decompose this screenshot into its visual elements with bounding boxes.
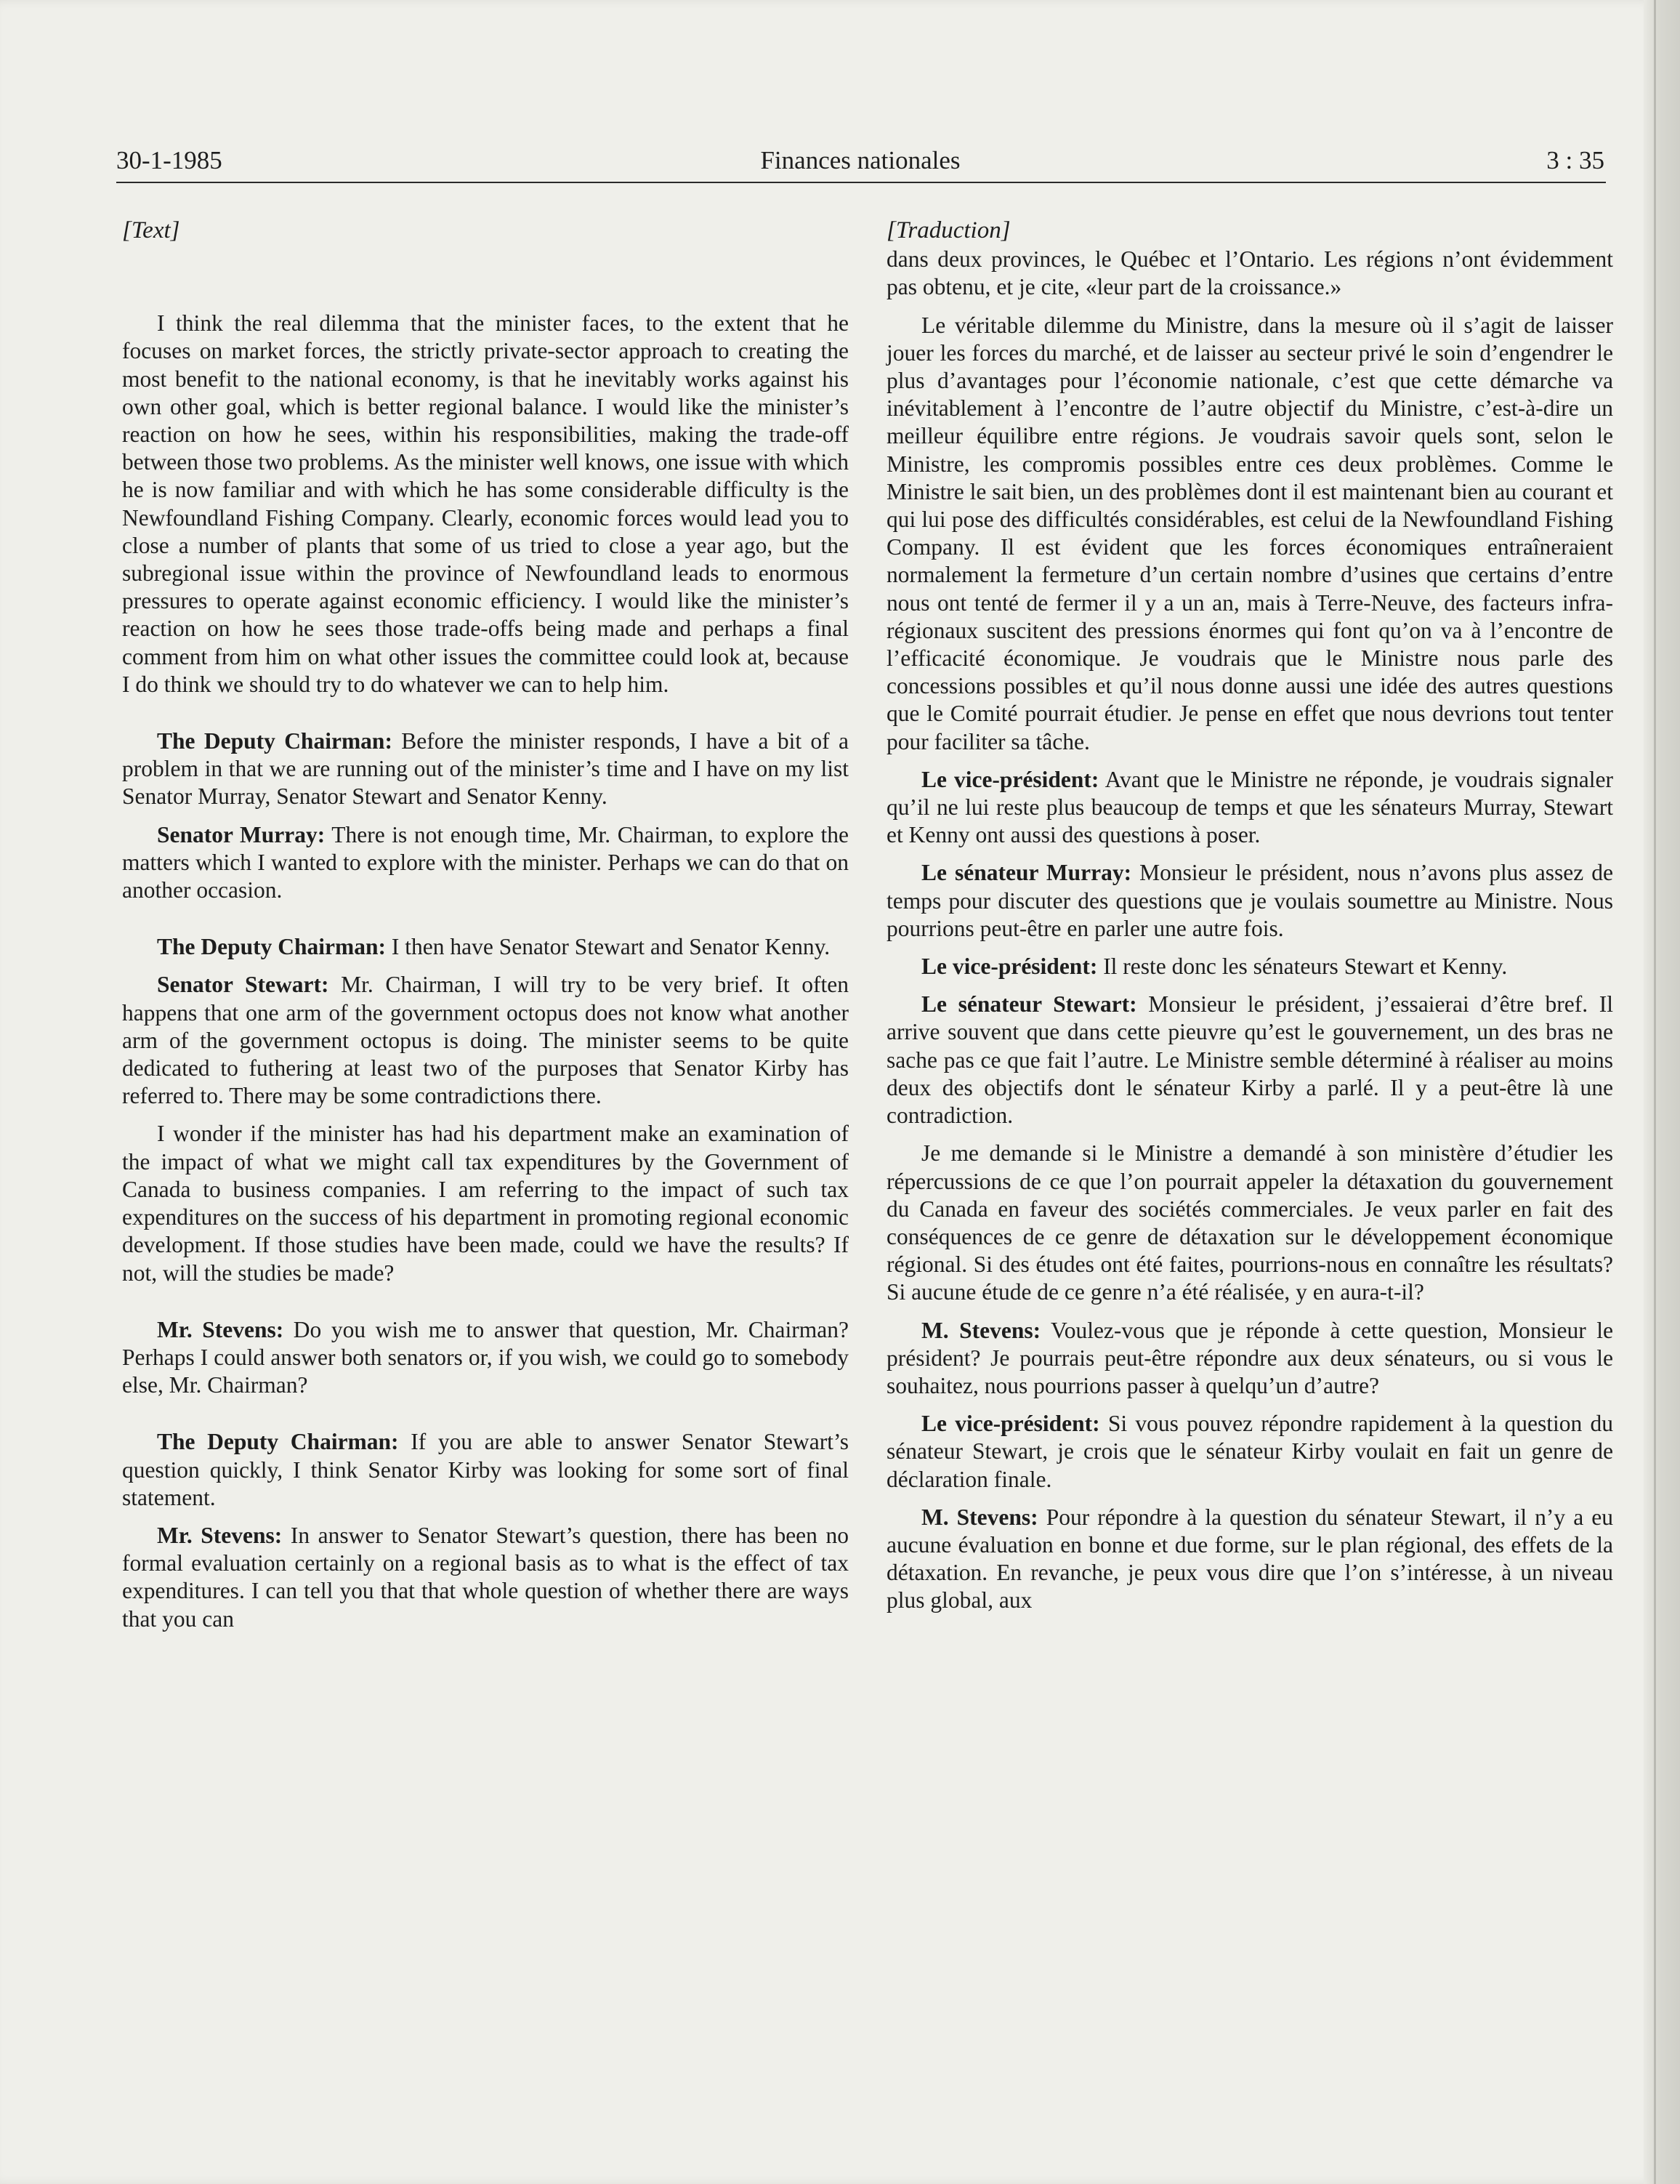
language-tag: [Text] bbox=[122, 217, 180, 243]
binding-edge bbox=[1654, 0, 1656, 2184]
speaker-name: Senator Stewart: bbox=[157, 972, 329, 998]
paragraph: Le vice-président: Si vous pouvez répondre rapidement à la question du sénateur Stewart, je crois que le sénateur Kirby voulait en fait un genre de déclaration finale. bbox=[887, 1411, 1613, 1492]
header-date: 30-1-1985 bbox=[116, 146, 222, 174]
paragraph: Mr. Stevens: In answer to Senator Stewart’s question, there has been no formal evaluation certainly on a regional basis as to what is the effect of tax expenditures. I can tell you that that whole question of whether there are ways that you can bbox=[122, 1522, 849, 1632]
page-number: 3 : 35 bbox=[1546, 146, 1604, 174]
page-edge-shadow bbox=[1644, 0, 1680, 2184]
speaker-name: The Deputy Chairman: bbox=[157, 728, 392, 754]
paragraph: Senator Stewart: Mr. Chairman, I will try to be very brief. It often happens that one arm of the government octopus does not know what another arm of the government octopus is doing. The minister seems to be quite dedicated to futhering at least two of the purposes that Senator Kirby has referred to. There may be some contradictions there. bbox=[122, 972, 849, 1109]
paragraph: The Deputy Chairman: I then have Senator Stewart and Senator Kenny. bbox=[157, 934, 831, 960]
right-column-french bbox=[887, 217, 1613, 1615]
speaker-name: Mr. Stevens: bbox=[157, 1316, 284, 1342]
speaker-name: Le vice-président: bbox=[921, 1411, 1100, 1437]
header-rule bbox=[116, 182, 1606, 183]
speaker-name: M. Stevens: bbox=[921, 1317, 1041, 1343]
paragraph: Le sénateur Murray: Monsieur le président, nous n’avons plus assez de temps pour discuter des questions que je voulais soumettre au Ministre. Nous pourrions peut-être en parler une autre fois. bbox=[887, 860, 1613, 941]
speaker-name: Senator Murray: bbox=[157, 821, 326, 847]
paragraph: M. Stevens: Voulez-vous que je réponde à cette question, Monsieur le président? Je pourrais peut-être répondre aux deux sénateurs, ou si vous le souhaitez, nous pourrions passer à quelqu’un d’autre? bbox=[887, 1317, 1613, 1398]
paragraph: I think the real dilemma that the minister faces, to the extent that he focuses on market forces, the strictly private-sector approach to creating the most benefit to the national economy, is that he inevitably works against his own other goal, which is better regional balance. I would like the minister’s reaction on how he sees, within his responsibilities, making the trade-off between those two problems. As the minister well knows, one issue with which he is now familiar and with which he has some considerable difficulty is the Newfoundland Fishing Company. Clearly, economic forces would lead you to close a number of plants that some of us tried to close a year ago, but the subregional issue within the province of Newfoundland leads to enormous pressures to operate against economic efficiency. I would like the minister’s reaction on how he sees those trade-offs being made and perhaps a final comment from him on what other issues the committee could look at, because I do think we should try to do whatever we can to help him. bbox=[122, 310, 849, 697]
paragraph: Je me demande si le Ministre a demandé à son ministère d’étudier les répercussions de ce que l’on pourrait appeler la détaxation du gouvernement du Canada en faveur des sociétés commerciales. Je veux parler en fait des conséquences de ce genre de détaxation sur le développement économique régional. Si des études ont été faites, pourrions-nous en connaître les résultats? Si aucune étude de ce genre n’a été réalisée, y en aura-t-il? bbox=[887, 1140, 1613, 1305]
speaker-name: M. Stevens: bbox=[921, 1504, 1038, 1530]
header-title: Finances nationales bbox=[760, 146, 961, 174]
paragraph: The Deputy Chairman: If you are able to answer Senator Stewart’s question quickly, I think Senator Kirby was looking for some sort of final statement. bbox=[122, 1429, 849, 1510]
speaker-name: The Deputy Chairman: bbox=[157, 934, 387, 960]
language-tag: [Traduction] bbox=[887, 217, 1011, 243]
paragraph: dans deux provinces, le Québec et l’Ontario. Les régions n’ont évidemment pas obtenu, et je cite, «leur part de la croissance.» bbox=[887, 246, 1613, 300]
paragraph: Senator Murray: There is not enough time, Mr. Chairman, to explore the matters which I wanted to explore with the minister. Perhaps we can do that on another occasion. bbox=[122, 821, 849, 903]
speaker-name: Mr. Stevens: bbox=[157, 1522, 283, 1548]
paragraph: Le vice-président: Il reste donc les sénateurs Stewart et Kenny. bbox=[921, 954, 1508, 980]
speaker-name: The Deputy Chairman: bbox=[157, 1429, 399, 1455]
speaker-name: Le vice-président: bbox=[921, 766, 1099, 792]
paragraph: Le véritable dilemme du Ministre, dans la mesure où il s’agit de laisser jouer les forces du marché, et de laisser au secteur privé le soin d’engendrer le plus d’avantages pour l’économie nationale, c’est que cette démarche va inévitablement à l’encontre de l’autre objectif du Ministre, c’est-à-dire un meilleur équilibre entre régions. Je voudrais savoir quels sont, selon le Ministre, les compromis possibles entre ces deux problèmes. Comme le Ministre le sait bien, un des problèmes dont il est maintenant bien au courant et qui lui pose des difficultés considérables, est celui de la Newfoundland Fishing Company. Il est évident que les forces économiques entraîneraient normalement la fermeture d’un certain nombre d’usines que certains d’entre nous ont tenté de fermer il y a un an, mais à Terre-Neuve, des facteurs infra-régionaux suscitent des pressions énormes qui font qu’on va à l’encontre de l’efficacité économique. Je voudrais que le Ministre nous parle des concessions possibles et qu’il nous donne aussi une idée des autres questions que le Comité pourrait étudier. Je pense en effet que nous devrions tout tenter pour faciliter sa tâche. bbox=[887, 312, 1613, 754]
running-header bbox=[116, 142, 1604, 179]
paragraph: Le vice-président: Avant que le Ministre ne réponde, je voudrais signaler qu’il ne lui reste plus beaucoup de temps et que les sénateurs Murray, Stewart et Kenny ont aussi des questions à poser. bbox=[887, 766, 1613, 848]
speaker-name: Le sénateur Murray: bbox=[921, 860, 1132, 886]
paragraph: Mr. Stevens: Do you wish me to answer that question, Mr. Chairman? Perhaps I could answer both senators or, if you wish, we could go to somebody else, Mr. Chairman? bbox=[122, 1316, 849, 1398]
paragraph: M. Stevens: Pour répondre à la question du sénateur Stewart, il n’y a eu aucune évaluation en bonne et due forme, sur le plan régional, des effets de la détaxation. En revanche, je peux vous dire que l’on s’intéresse, à un niveau plus global, aux bbox=[887, 1504, 1613, 1613]
speaker-name: Le vice-président: bbox=[921, 954, 1098, 980]
left-column-english bbox=[122, 217, 849, 1633]
paragraph: Le sénateur Stewart: Monsieur le président, j’essaierai d’être bref. Il arrive souvent que dans cette pieuvre qu’est le gouvernement, un des bras ne sache pas ce que fait l’autre. Le Ministre semble déterminé à réaliser au moins deux des objectifs dont le sénateur Kirby a parlé. Il y a peut-être là une contradiction. bbox=[887, 991, 1613, 1129]
speaker-name: Le sénateur Stewart: bbox=[921, 991, 1137, 1018]
paragraph: I wonder if the minister has had his department make an examination of the impact of what we might call tax expenditures by the Government of Canada to business companies. I am referring to the impact of such tax expenditures on the success of his department in promoting regional economic development. If those studies have been made, could we have the results? If not, will the studies be made? bbox=[122, 1121, 849, 1286]
paragraph: The Deputy Chairman: Before the minister responds, I have a bit of a problem in that we are running out of the minister’s time and I have on my list Senator Murray, Senator Stewart and Senator Kenny. bbox=[122, 728, 849, 810]
